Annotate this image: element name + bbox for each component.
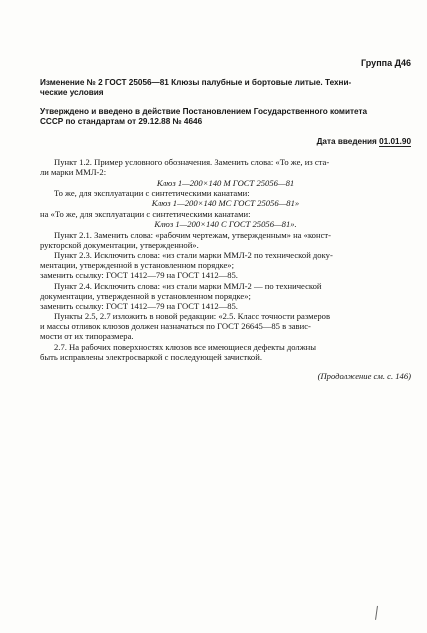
text-line: Пункт 2.1. Заменить слова: «рабочим чертежам, утвержденным» на «конст-: [54, 230, 332, 240]
designation-example: Клюз 1—200×140 МС ГОСТ 25056—81»: [151, 198, 300, 208]
continuation-note: (Продолжение см. с. 146): [317, 371, 411, 381]
text-line: и массы отливок клюзов должен назначаться по ГОСТ 26645—85 в завис-: [40, 321, 311, 331]
effective-date-value: 01.01.90: [379, 137, 411, 146]
amendment-heading-line-1: Изменение № 2 ГОСТ 25056—81 Клюзы палубные и бортовые литые. Техни-: [40, 78, 352, 87]
designation-example: Клюз 1—200×140 С ГОСТ 25056—81».: [154, 219, 297, 229]
text-line: мости от их типоразмера.: [40, 331, 134, 341]
text-line: ли марки ММЛ-2:: [40, 167, 107, 177]
text-line: быть исправлены электросваркой с последующей зачисткой.: [40, 352, 262, 362]
approval-line-2: СССР по стандартам от 29.12.88 № 4646: [40, 117, 203, 126]
text-line: заменить ссылку: ГОСТ 1412—79 на ГОСТ 1412—85.: [40, 301, 238, 311]
text-line: рукторской документации, утвержденной».: [40, 240, 199, 250]
designation-example: Клюз 1—200×140 М ГОСТ 25056—81: [156, 178, 295, 188]
text-line: Пункты 2.5, 2.7 изложить в новой редакции: «2.5. Класс точности размеров: [54, 311, 331, 321]
text-line: на «То же, для эксплуатации с синтетическими канатами:: [40, 209, 251, 219]
scan-mark: [375, 606, 380, 620]
text-line: 2.7. На рабочих поверхностях клюзов все имеющиеся дефекты должны: [54, 342, 317, 352]
text-line: Пункт 2.3. Исключить слова: «из стали марки ММЛ-2 по технической доку-: [54, 250, 333, 260]
text-line: То же, для эксплуатации с синтетическими канатами:: [54, 188, 250, 198]
text-line: Пункт 1.2. Пример условного обозначения. Заменить слова: «То же, из ста-: [54, 157, 330, 167]
group-label: Группа Д46: [361, 58, 411, 68]
text-line: заменить ссылку: ГОСТ 1412—79 на ГОСТ 1412—85.: [40, 270, 238, 280]
amendment-heading-line-2: ческие условия: [40, 88, 104, 97]
text-line: документации, утвержденной в установленном порядке»;: [40, 291, 251, 301]
approval-line-1: Утверждено и введено в действие Постановлением Государственного комитета: [40, 107, 368, 116]
text-line: Пункт 2.4. Исключить слова: «из стали марки ММЛ-2 — по технической: [54, 281, 322, 291]
text-line: ментации, утвержденной в установленном порядке»;: [40, 260, 234, 270]
effective-date: Дата введения 01.01.90: [316, 137, 411, 146]
